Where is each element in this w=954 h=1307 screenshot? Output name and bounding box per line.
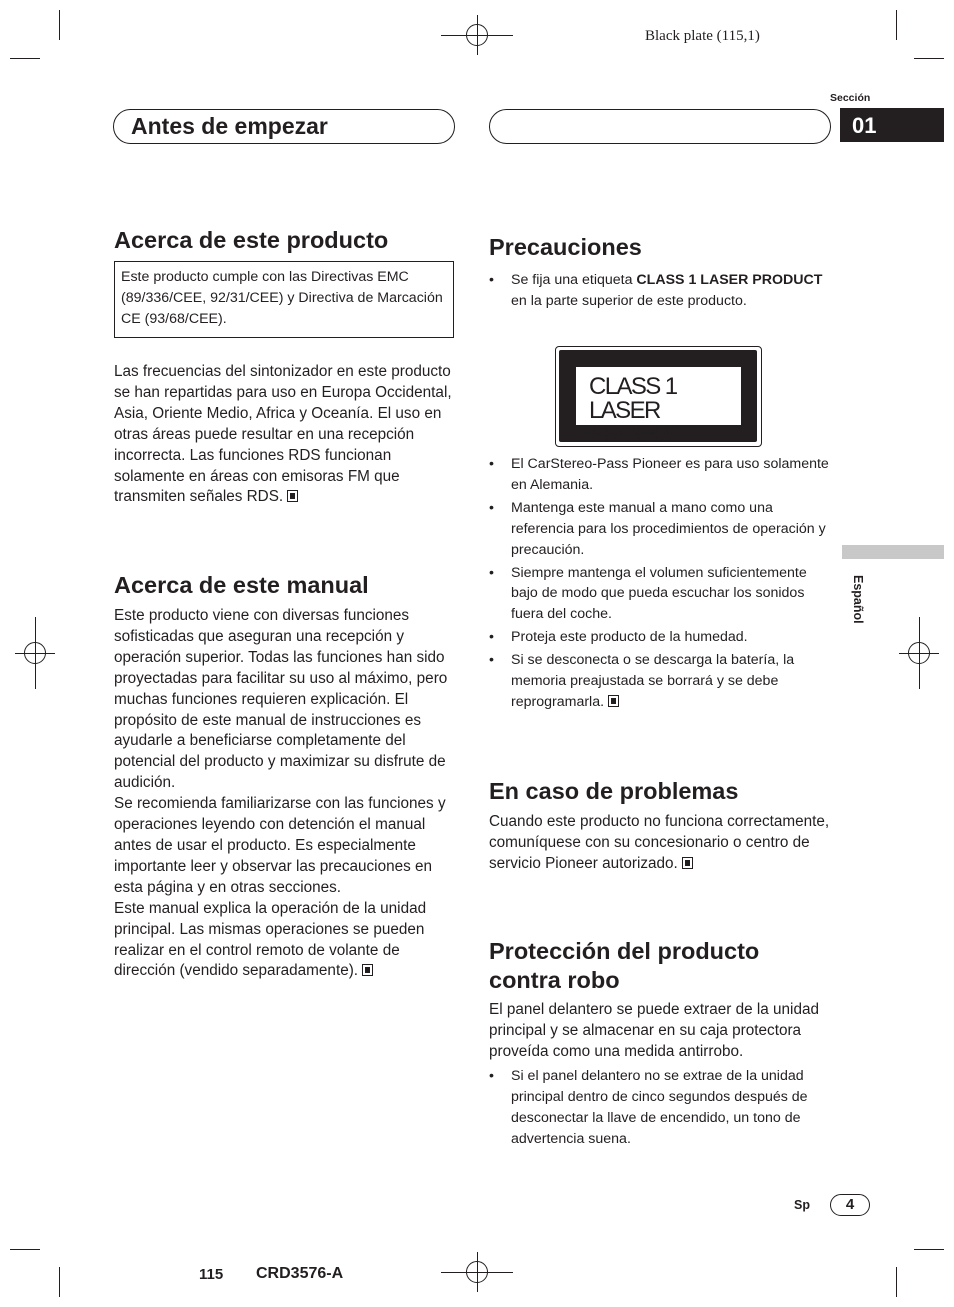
problems-body: Cuando este producto no funciona correctamente, comuníquese con su concesionario o centro de servicio Pioneer autorizado.	[489, 813, 830, 872]
heading-about-product: Acerca de este producto	[114, 227, 389, 253]
theft-body: El panel delantero se puede extraer de la unidad principal y se almacenar en su caja protectora proveída como una medida antirrobo.	[489, 1001, 819, 1060]
laser-label-text	[576, 367, 741, 448]
model-code: CRD3576-A	[256, 1265, 344, 1282]
chapter-title-pill	[113, 109, 455, 144]
about-product-body	[114, 362, 454, 508]
end-mark-icon	[287, 490, 298, 502]
list-item: • Proteja este producto de la humedad.	[489, 627, 832, 648]
list-item: • Se fija una etiqueta CLASS 1 LASER PRODUCT en la parte superior de este producto.	[489, 270, 832, 312]
end-mark-icon	[682, 857, 693, 869]
laser-label-line-2: LASER PRODUCT	[589, 397, 697, 448]
about-manual-para-2: Se recomienda familiarizarse con las funciones y operaciones leyendo con detención el manual antes de usar el producto. Es especialmente importante leer y observar las precauciones en esta página y en otras secciones.	[114, 795, 446, 896]
about-manual-body	[114, 606, 455, 982]
theft-list	[489, 1066, 832, 1152]
language-code: Sp	[794, 1198, 810, 1212]
list-item: • El CarStereo-Pass Pioneer es para uso solamente en Alemania.	[489, 454, 832, 496]
laser-product-label	[555, 346, 762, 447]
chapter-blank-pill	[489, 109, 831, 144]
precautions-first-list	[489, 270, 832, 314]
chapter-title: Antes de empezar	[131, 113, 328, 139]
heading-problems: En caso de problemas	[489, 778, 739, 804]
about-manual-para-1: Este producto viene con diversas funciones sofisticadas que aseguran una recepción y operación superior. Todas las funciones han sido proyectadas para facilitar su uso al máximo, pero muchas funciones requieren explicación. El propósito de este manual de instrucciones es ayudarle a beneficiarse completamente del potencial del producto y maximizar su disfrute de audición.	[114, 607, 448, 792]
section-label: Sección	[830, 92, 871, 104]
list-item: • Si se desconecta o se descarga la batería, la memoria preajustada se borrará y se debe reprogramarla.	[489, 650, 832, 713]
about-manual-para-3: Este manual explica la operación de la unidad principal. Las mismas operaciones se pueden realizar en el control remoto de volante de dirección (vendido separadamente).	[114, 899, 427, 980]
precautions-list	[489, 454, 832, 715]
list-item: • Siempre mantenga el volumen suficientemente bajo de modo que pueda escuchar los sonidos fuera del coche.	[489, 563, 832, 626]
end-mark-icon	[362, 964, 373, 976]
laser-label-line-1: CLASS 1	[589, 373, 677, 400]
heading-precautions: Precauciones	[489, 234, 642, 260]
heading-about-manual: Acerca de este manual	[114, 572, 369, 598]
compliance-note: Este producto cumple con las Directivas EMC (89/336/CEE, 92/31/CEE) y Directiva de Marcación CE (93/68/CEE).	[114, 261, 454, 338]
end-mark-icon	[608, 695, 619, 707]
list-item: • Mantenga este manual a mano como una referencia para los procedimientos de operación y precaución.	[489, 498, 832, 561]
list-item: • Si el panel delantero no se extrae de la unidad principal dentro de cinco segundos después de desconectar la llave de encendido, un tono de advertencia suena.	[489, 1066, 832, 1150]
plate-label: Black plate (115,1)	[645, 28, 760, 44]
heading-theft	[489, 937, 759, 995]
language-label: Español	[851, 575, 865, 624]
heading-theft-line-2: contra robo	[489, 967, 620, 993]
section-number: 01	[840, 108, 944, 142]
heading-theft-line-1: Protección del producto	[489, 938, 760, 964]
print-page-number: 115	[199, 1266, 224, 1283]
about-product-text: Las frecuencias del sintonizador en este producto se han repartidas para uso en Europa Occidental, Asia, Oriente Medio, Africa y Oceanía. El uso en otras áreas puede resultar en una recepción incorrecta. Las funciones RDS funcionan solamente en áreas con emisoras FM que transmiten señales RDS.	[114, 363, 452, 506]
laser-label-name: CLASS 1 LASER PRODUCT	[636, 272, 823, 288]
page-number: 4	[830, 1194, 870, 1216]
language-tab	[842, 545, 944, 559]
